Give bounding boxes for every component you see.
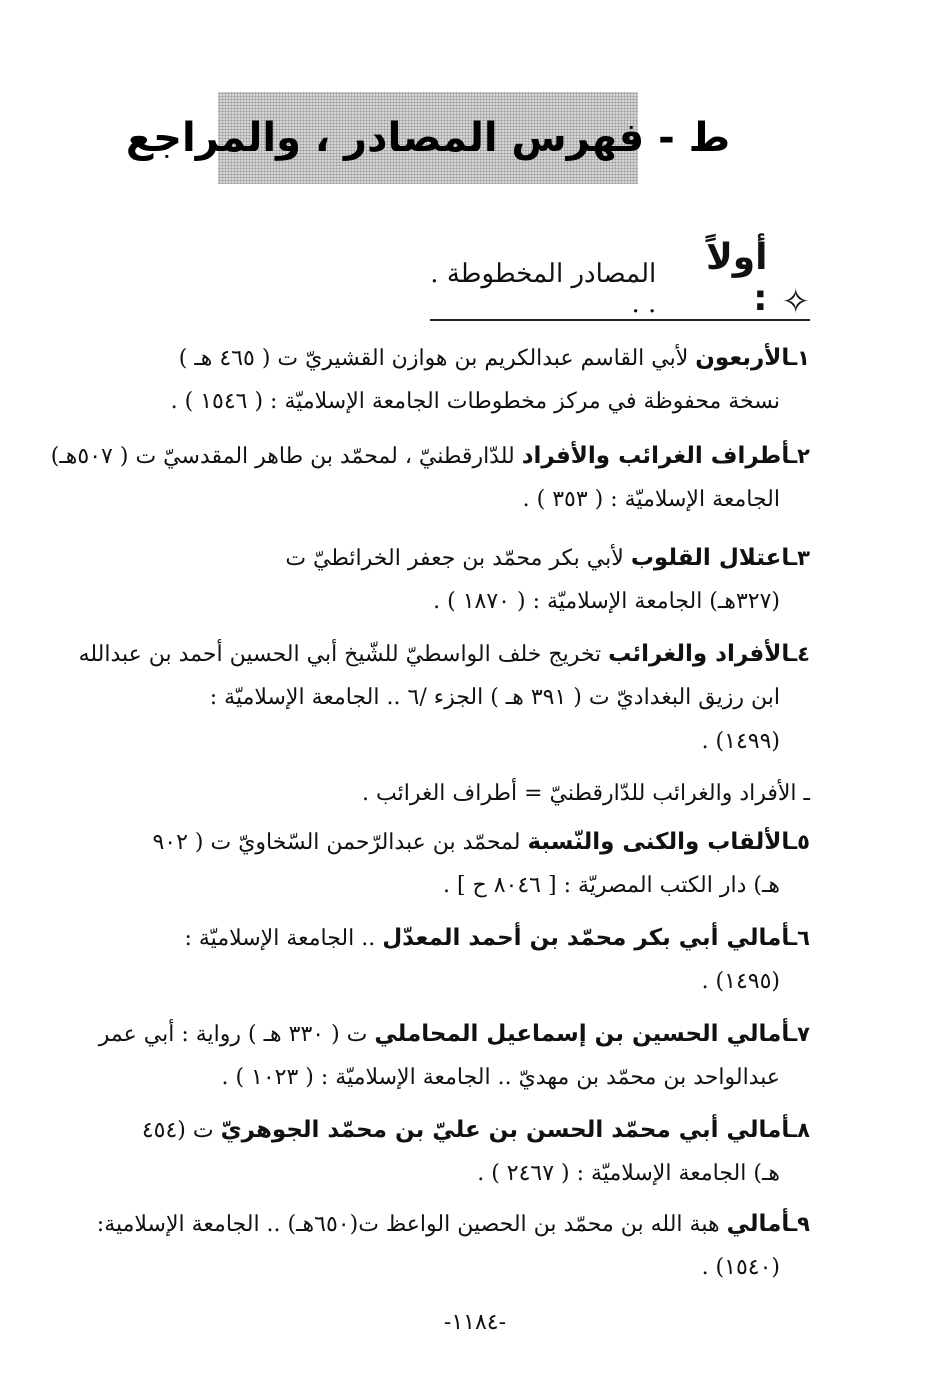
entry-number: ٦ـ (789, 926, 810, 950)
reference-crossref (88, 772, 810, 816)
entry-text: ت ( ٣٣٠ هـ ) رواية : أبي عمر (98, 1022, 368, 1047)
entry-text: (١٤٩٥) . (701, 969, 780, 994)
entry-text: لمحمّد بن عبدالرّحمن السّخاويّ ت ( ٩٠٢ (152, 830, 521, 855)
reference-entry-1 (88, 336, 810, 424)
section-heading (430, 237, 810, 322)
section-subtitle: المصادر المخطوطة . . . (430, 259, 657, 319)
entry-title: الألقاب والكنى والنّسبة (527, 829, 790, 855)
entry-number: ٩ـ (789, 1212, 810, 1236)
entry-number: ٣ـ (789, 546, 810, 570)
entry-title: اعتلال القلوب (630, 545, 790, 571)
entry-title: أمالي (726, 1211, 790, 1237)
entry-title: أمالي أبي بكر محمّد بن أحمد المعدّل (382, 925, 790, 951)
reference-entry-8 (88, 1108, 810, 1196)
index-title: ط - فهرس المصادر ، والمراجع (125, 115, 731, 161)
entry-number: ٧ـ (789, 1022, 810, 1046)
entry-text: ت (٤٥٤ (141, 1118, 214, 1143)
entry-text: (١٤٩٩) . (701, 729, 780, 754)
entry-number: ٥ـ (789, 830, 810, 854)
entry-title: الأربعون (695, 345, 790, 371)
entry-text: للدّارقطنيّ ، لمحمّد بن طاهر المقدسيّ ت ( ٥٠٧هـ) (50, 444, 515, 469)
entry-text: هـ) دار الكتب المصريّة : [ ٨٠٤٦ ح ] . (442, 873, 780, 898)
entry-text: تخريج خلف الواسطيّ للشّيخ أبي الحسين أحمد بن عبدالله (78, 642, 602, 667)
reference-entry-4 (78, 632, 810, 764)
entry-number: ١ـ (789, 346, 810, 370)
entry-text: هبة الله بن محمّد بن الحصين الواعظ ت(٦٥٠هـ) .. الجامعة الإسلامية: (96, 1212, 720, 1237)
index-title-box (125, 92, 731, 184)
entry-title: الأفراد والغرائب (608, 641, 790, 667)
entry-number: ٤ـ (789, 642, 810, 666)
entry-number: ٢ـ (789, 444, 810, 468)
reference-entry-3 (88, 536, 810, 624)
entry-title: أطراف الغرائب والأفراد (521, 443, 790, 469)
entry-title: أمالي الحسين بن إسماعيل المحاملي (374, 1021, 790, 1047)
entry-number: ٨ـ (789, 1118, 810, 1142)
entry-text: ابن رزيق البغداديّ ت ( ٣٩١ هـ ) الجزء /٦ .. الجامعة الإسلاميّة : (209, 685, 780, 710)
entry-text: عبدالواحد بن محمّد بن مهديّ .. الجامعة الإسلاميّة : ( ١٠٢٣ ) . (221, 1065, 780, 1090)
reference-entry-2 (50, 434, 810, 522)
reference-entry-9 (88, 1202, 810, 1290)
star-ornament-icon: ✧ (781, 282, 810, 322)
entry-text: لأبي بكر محمّد بن جعفر الخرائطيّ ت (285, 546, 624, 571)
entry-text: (١٥٤٠) . (701, 1255, 780, 1280)
reference-entry-7 (88, 1012, 810, 1100)
entry-text: (٣٢٧هـ) الجامعة الإسلاميّة : ( ١٨٧٠ ) . (433, 589, 780, 614)
section-title: أولاً : (705, 237, 768, 319)
entry-text: لأبي القاسم عبدالكريم بن هوازن القشيريّ ت ( ٤٦٥ هـ ) (178, 346, 689, 371)
entry-text: نسخة محفوظة في مركز مخطوطات الجامعة الإسلاميّة : ( ١٥٤٦ ) . (170, 389, 780, 414)
entry-text: ـ الأفراد والغرائب للدّارقطنيّ = أطراف الغرائب . (362, 781, 810, 806)
reference-entry-5 (88, 820, 810, 908)
reference-entry-6 (88, 916, 810, 1004)
entry-text: .. الجامعة الإسلاميّة : (184, 926, 376, 951)
entry-text: هـ) الجامعة الإسلاميّة : ( ٢٤٦٧ ) . (477, 1161, 780, 1186)
page-number: -١١٨٤- (443, 1310, 507, 1335)
entry-text: الجامعة الإسلاميّة : ( ٣٥٣ ) . (522, 487, 780, 512)
entry-title: أمالي أبي محمّد الحسن بن عليّ بن محمّد الجوهريّ (220, 1117, 790, 1143)
